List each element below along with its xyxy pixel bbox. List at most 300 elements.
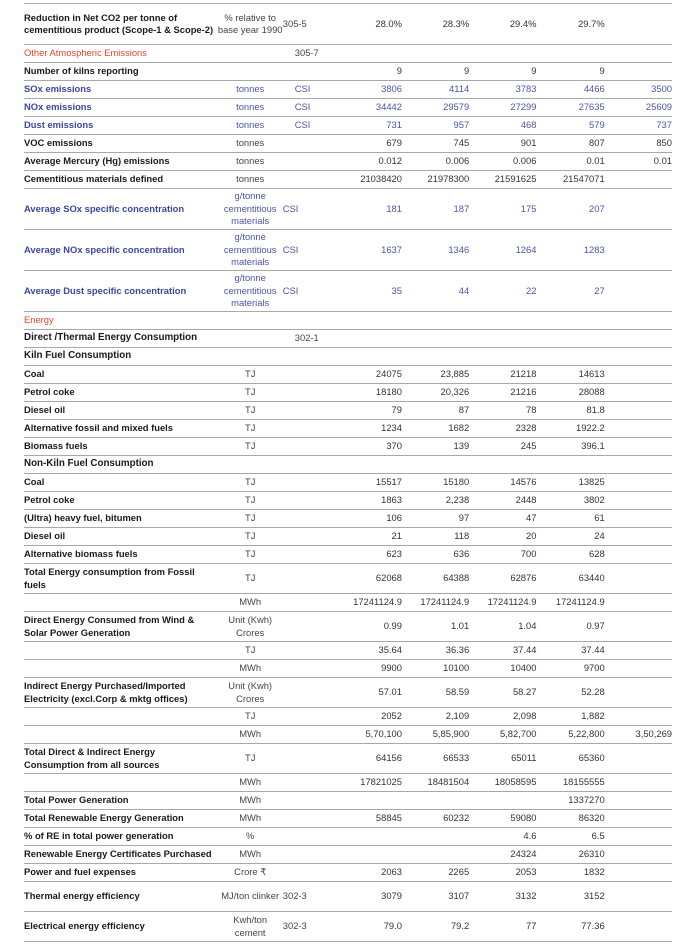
- value-cell-1: 57.01: [326, 678, 402, 708]
- value-cell-4: [536, 456, 604, 474]
- row-gri-ref: CSI: [283, 271, 326, 312]
- value-cell-3: 245: [469, 438, 536, 456]
- value-cell-1: 15517: [326, 474, 402, 492]
- row-gri-ref: [283, 492, 326, 510]
- value-cell-4: 207: [536, 189, 604, 230]
- row-unit: MWh: [218, 660, 283, 678]
- value-cell-1: 9900: [326, 660, 402, 678]
- value-cell-2: [402, 330, 469, 348]
- value-cell-5: [605, 402, 672, 420]
- value-cell-1: [326, 792, 402, 810]
- row-unit: Unit (Kwh) Crores: [218, 678, 283, 708]
- row-gri-ref: [283, 678, 326, 708]
- value-cell-3: [469, 792, 536, 810]
- section-header-row: [24, 312, 672, 330]
- table-row: [24, 810, 672, 828]
- row-gri-ref: [283, 846, 326, 864]
- value-cell-2: 139: [402, 438, 469, 456]
- value-cell-2: 0.006: [402, 153, 469, 171]
- value-cell-5: [605, 271, 672, 312]
- value-cell-2: 9: [402, 63, 469, 81]
- row-unit: Unit (Kwh) Crores: [218, 612, 283, 642]
- row-gri-ref: [283, 774, 326, 792]
- value-cell-1: [326, 456, 402, 474]
- value-cell-2: 36.36: [402, 642, 469, 660]
- value-cell-3: 468: [469, 117, 536, 135]
- value-cell-2: 118: [402, 528, 469, 546]
- value-cell-4: 21547071: [536, 171, 604, 189]
- value-cell-2: 1.01: [402, 612, 469, 642]
- table-row: [24, 189, 672, 230]
- value-cell-3: 17241124.9: [469, 594, 536, 612]
- value-cell-5: [605, 4, 672, 45]
- value-cell-1: [326, 45, 402, 63]
- row-label: Total Energy consumption from Fossil fuels: [24, 564, 218, 594]
- row-gri-ref: [283, 612, 326, 642]
- row-label: Total Power Generation: [24, 792, 218, 810]
- value-cell-3: [469, 456, 536, 474]
- row-label: Energy: [24, 312, 218, 330]
- value-cell-1: 2063: [326, 864, 402, 882]
- value-cell-3: 21216: [469, 384, 536, 402]
- value-cell-3: 3132: [469, 882, 536, 912]
- value-cell-3: 18058595: [469, 774, 536, 792]
- value-cell-5: [605, 828, 672, 846]
- value-cell-4: 52.28: [536, 678, 604, 708]
- row-unit: TJ: [218, 564, 283, 594]
- value-cell-1: [326, 846, 402, 864]
- row-unit: TJ: [218, 510, 283, 528]
- row-label: Electrical energy efficiency: [24, 912, 218, 942]
- value-cell-1: 623: [326, 546, 402, 564]
- value-cell-2: [402, 792, 469, 810]
- value-cell-1: 17821025: [326, 774, 402, 792]
- row-unit: tonnes: [218, 171, 283, 189]
- row-label: Renewable Energy Certificates Purchased: [24, 846, 218, 864]
- row-gri-ref: [283, 153, 326, 171]
- value-cell-5: [605, 678, 672, 708]
- table-row: [24, 366, 672, 384]
- emissions-energy-table: [24, 3, 672, 942]
- value-cell-3: 27299: [469, 99, 536, 117]
- value-cell-3: 5,82,700: [469, 726, 536, 744]
- value-cell-2: 28.3%: [402, 4, 469, 45]
- value-cell-5: 0.01: [605, 153, 672, 171]
- value-cell-3: 4.6: [469, 828, 536, 846]
- row-label: (Ultra) heavy fuel, bitumen: [24, 510, 218, 528]
- table-row: [24, 642, 672, 660]
- value-cell-4: 396.1: [536, 438, 604, 456]
- value-cell-3: 700: [469, 546, 536, 564]
- row-label: SOx emissions: [24, 81, 218, 99]
- row-label: Petrol coke: [24, 384, 218, 402]
- row-unit: [218, 45, 283, 63]
- table-row: [24, 420, 672, 438]
- value-cell-2: 636: [402, 546, 469, 564]
- value-cell-5: [605, 708, 672, 726]
- row-label: [24, 594, 218, 612]
- value-cell-4: 579: [536, 117, 604, 135]
- value-cell-1: 106: [326, 510, 402, 528]
- table-row: [24, 474, 672, 492]
- value-cell-2: 97: [402, 510, 469, 528]
- value-cell-1: 28.0%: [326, 4, 402, 45]
- value-cell-3: 10400: [469, 660, 536, 678]
- value-cell-2: 3107: [402, 882, 469, 912]
- value-cell-4: [536, 330, 604, 348]
- value-cell-4: 628: [536, 546, 604, 564]
- value-cell-2: 17241124.9: [402, 594, 469, 612]
- row-unit: Crore ₹: [218, 864, 283, 882]
- row-label: Non-Kiln Fuel Consumption: [24, 456, 218, 474]
- value-cell-3: 3783: [469, 81, 536, 99]
- value-cell-4: 18155555: [536, 774, 604, 792]
- value-cell-4: 14613: [536, 366, 604, 384]
- value-cell-4: 1,882: [536, 708, 604, 726]
- value-cell-5: [605, 546, 672, 564]
- value-cell-2: 2265: [402, 864, 469, 882]
- value-cell-5: [605, 45, 672, 63]
- value-cell-2: 187: [402, 189, 469, 230]
- table-row: [24, 882, 672, 912]
- value-cell-4: 27635: [536, 99, 604, 117]
- table-row: [24, 564, 672, 594]
- row-unit: MWh: [218, 810, 283, 828]
- value-cell-5: [605, 330, 672, 348]
- value-cell-3: 77: [469, 912, 536, 942]
- value-cell-4: 1337270: [536, 792, 604, 810]
- value-cell-3: 2328: [469, 420, 536, 438]
- row-unit: TJ: [218, 384, 283, 402]
- table-row: [24, 81, 672, 99]
- value-cell-4: 3152: [536, 882, 604, 912]
- table-row: [24, 528, 672, 546]
- row-unit: MWh: [218, 846, 283, 864]
- value-cell-3: 65011: [469, 744, 536, 774]
- value-cell-4: 27: [536, 271, 604, 312]
- row-gri-ref: [283, 864, 326, 882]
- row-gri-ref: [283, 348, 326, 366]
- value-cell-1: 35.64: [326, 642, 402, 660]
- table-row: [24, 510, 672, 528]
- row-gri-ref: [283, 366, 326, 384]
- row-gri-ref: [283, 312, 326, 330]
- row-gri-ref: [283, 510, 326, 528]
- row-unit: [218, 63, 283, 81]
- value-cell-2: [402, 456, 469, 474]
- value-cell-1: 79: [326, 402, 402, 420]
- row-gri-ref: 305-5: [283, 4, 326, 45]
- row-gri-ref: [283, 546, 326, 564]
- table-row: [24, 726, 672, 744]
- value-cell-2: 23,885: [402, 366, 469, 384]
- value-cell-3: 37.44: [469, 642, 536, 660]
- row-gri-ref: CSI: [283, 230, 326, 271]
- row-label: Alternative biomass fuels: [24, 546, 218, 564]
- table-row: [24, 492, 672, 510]
- value-cell-2: 66533: [402, 744, 469, 774]
- value-cell-5: [605, 660, 672, 678]
- value-cell-2: 10100: [402, 660, 469, 678]
- value-cell-4: 0.01: [536, 153, 604, 171]
- value-cell-1: 370: [326, 438, 402, 456]
- row-label: Average NOx specific concentration: [24, 230, 218, 271]
- value-cell-2: 58.59: [402, 678, 469, 708]
- row-unit: tonnes: [218, 117, 283, 135]
- value-cell-4: 9: [536, 63, 604, 81]
- row-label: Total Renewable Energy Generation: [24, 810, 218, 828]
- table-row: [24, 744, 672, 774]
- row-label: Dust emissions: [24, 117, 218, 135]
- row-label: Number of kilns reporting: [24, 63, 218, 81]
- value-cell-3: 2448: [469, 492, 536, 510]
- value-cell-4: 26310: [536, 846, 604, 864]
- row-unit: TJ: [218, 744, 283, 774]
- value-cell-5: [605, 384, 672, 402]
- row-gri-ref: [283, 594, 326, 612]
- subheading-row: [24, 330, 672, 348]
- row-unit: MWh: [218, 594, 283, 612]
- row-gri-ref: 302-1: [283, 330, 326, 348]
- table-row: [24, 117, 672, 135]
- value-cell-3: 22: [469, 271, 536, 312]
- row-gri-ref: [283, 456, 326, 474]
- value-cell-4: 5,22,800: [536, 726, 604, 744]
- value-cell-4: [536, 312, 604, 330]
- value-cell-2: 2,238: [402, 492, 469, 510]
- row-unit: TJ: [218, 642, 283, 660]
- value-cell-4: 1922.2: [536, 420, 604, 438]
- value-cell-5: [605, 792, 672, 810]
- value-cell-1: 58845: [326, 810, 402, 828]
- value-cell-1: 2052: [326, 708, 402, 726]
- row-unit: TJ: [218, 708, 283, 726]
- row-unit: TJ: [218, 438, 283, 456]
- row-gri-ref: [283, 171, 326, 189]
- row-gri-ref: [283, 744, 326, 774]
- value-cell-5: 737: [605, 117, 672, 135]
- value-cell-4: 9700: [536, 660, 604, 678]
- value-cell-4: 6.5: [536, 828, 604, 846]
- value-cell-3: 62876: [469, 564, 536, 594]
- value-cell-2: 79.2: [402, 912, 469, 942]
- value-cell-5: [605, 420, 672, 438]
- value-cell-1: 731: [326, 117, 402, 135]
- row-gri-ref: [283, 792, 326, 810]
- row-unit: TJ: [218, 402, 283, 420]
- value-cell-1: 1637: [326, 230, 402, 271]
- table-row: [24, 774, 672, 792]
- value-cell-3: 2,098: [469, 708, 536, 726]
- value-cell-2: 15180: [402, 474, 469, 492]
- table-row: [24, 230, 672, 271]
- row-unit: TJ: [218, 420, 283, 438]
- table-row: [24, 135, 672, 153]
- table-row: [24, 912, 672, 942]
- subheading-row: [24, 456, 672, 474]
- value-cell-3: [469, 330, 536, 348]
- value-cell-5: [605, 171, 672, 189]
- value-cell-3: 24324: [469, 846, 536, 864]
- value-cell-3: 47: [469, 510, 536, 528]
- row-unit: % relative to base year 1990: [218, 4, 283, 45]
- value-cell-5: [605, 774, 672, 792]
- value-cell-3: 14576: [469, 474, 536, 492]
- value-cell-5: 25609: [605, 99, 672, 117]
- value-cell-5: [605, 810, 672, 828]
- row-label: [24, 660, 218, 678]
- table-row: [24, 708, 672, 726]
- table-row: [24, 546, 672, 564]
- row-label: Total Direct & Indirect Energy Consumption from all sources: [24, 744, 218, 774]
- table-row: [24, 402, 672, 420]
- value-cell-1: 181: [326, 189, 402, 230]
- value-cell-2: [402, 846, 469, 864]
- row-label: Power and fuel expenses: [24, 864, 218, 882]
- row-label: Cementitious materials defined: [24, 171, 218, 189]
- value-cell-5: 3500: [605, 81, 672, 99]
- value-cell-4: 37.44: [536, 642, 604, 660]
- value-cell-1: 24075: [326, 366, 402, 384]
- value-cell-5: [605, 510, 672, 528]
- value-cell-4: 65360: [536, 744, 604, 774]
- value-cell-3: 9: [469, 63, 536, 81]
- value-cell-4: 24: [536, 528, 604, 546]
- row-label: Biomass fuels: [24, 438, 218, 456]
- value-cell-3: 58.27: [469, 678, 536, 708]
- value-cell-5: [605, 642, 672, 660]
- row-label: Diesel oil: [24, 402, 218, 420]
- row-gri-ref: [283, 438, 326, 456]
- value-cell-4: 61: [536, 510, 604, 528]
- row-unit: [218, 312, 283, 330]
- table-row: [24, 678, 672, 708]
- value-cell-3: [469, 45, 536, 63]
- row-gri-ref: [283, 726, 326, 744]
- value-cell-3: 59080: [469, 810, 536, 828]
- value-cell-2: 1682: [402, 420, 469, 438]
- value-cell-2: 29579: [402, 99, 469, 117]
- value-cell-1: 21038420: [326, 171, 402, 189]
- row-unit: g/tonne cementitious materials: [218, 271, 283, 312]
- row-label: Indirect Energy Purchased/Imported Electricity (excl.Corp & mktg offices): [24, 678, 218, 708]
- row-label: Other Atmospheric Emissions: [24, 45, 218, 63]
- value-cell-5: [605, 612, 672, 642]
- row-label: Average Mercury (Hg) emissions: [24, 153, 218, 171]
- value-cell-3: 1.04: [469, 612, 536, 642]
- value-cell-1: 5,70,100: [326, 726, 402, 744]
- value-cell-5: [605, 912, 672, 942]
- table-row: [24, 612, 672, 642]
- value-cell-5: [605, 564, 672, 594]
- value-cell-1: 17241124.9: [326, 594, 402, 612]
- value-cell-3: 175: [469, 189, 536, 230]
- value-cell-5: [605, 846, 672, 864]
- value-cell-5: [605, 230, 672, 271]
- row-label: VOC emissions: [24, 135, 218, 153]
- value-cell-4: 17241124.9: [536, 594, 604, 612]
- value-cell-3: 29.4%: [469, 4, 536, 45]
- value-cell-2: 64388: [402, 564, 469, 594]
- value-cell-4: 13825: [536, 474, 604, 492]
- value-cell-3: 21218: [469, 366, 536, 384]
- row-unit: MWh: [218, 774, 283, 792]
- section-header-row: [24, 45, 672, 63]
- row-gri-ref: [283, 63, 326, 81]
- value-cell-5: [605, 882, 672, 912]
- row-gri-ref: [283, 810, 326, 828]
- row-label: [24, 642, 218, 660]
- row-label: NOx emissions: [24, 99, 218, 117]
- table-row: [24, 660, 672, 678]
- table-row: [24, 384, 672, 402]
- value-cell-2: 20,326: [402, 384, 469, 402]
- row-unit: tonnes: [218, 99, 283, 117]
- value-cell-5: [605, 528, 672, 546]
- row-unit: [218, 456, 283, 474]
- value-cell-2: 745: [402, 135, 469, 153]
- table-row: [24, 99, 672, 117]
- value-cell-1: [326, 348, 402, 366]
- row-label: Reduction in Net CO2 per tonne of cementitious product (Scope-1 & Scope-2): [24, 4, 218, 45]
- row-label: Petrol coke: [24, 492, 218, 510]
- value-cell-5: [605, 366, 672, 384]
- row-unit: TJ: [218, 492, 283, 510]
- row-label: Alternative fossil and mixed fuels: [24, 420, 218, 438]
- row-gri-ref: CSI: [283, 189, 326, 230]
- value-cell-1: 0.99: [326, 612, 402, 642]
- value-cell-3: 2053: [469, 864, 536, 882]
- value-cell-2: 4114: [402, 81, 469, 99]
- value-cell-1: 1234: [326, 420, 402, 438]
- row-gri-ref: [283, 564, 326, 594]
- value-cell-1: [326, 312, 402, 330]
- value-cell-2: 2,109: [402, 708, 469, 726]
- row-gri-ref: CSI: [283, 81, 326, 99]
- value-cell-3: [469, 312, 536, 330]
- row-gri-ref: [283, 384, 326, 402]
- value-cell-4: 807: [536, 135, 604, 153]
- table-row: [24, 864, 672, 882]
- value-cell-5: 850: [605, 135, 672, 153]
- value-cell-1: 21: [326, 528, 402, 546]
- value-cell-2: 21978300: [402, 171, 469, 189]
- value-cell-3: 0.006: [469, 153, 536, 171]
- table-row: [24, 171, 672, 189]
- value-cell-1: 3806: [326, 81, 402, 99]
- value-cell-5: [605, 312, 672, 330]
- value-cell-2: 44: [402, 271, 469, 312]
- row-unit: tonnes: [218, 81, 283, 99]
- table-row: [24, 63, 672, 81]
- row-unit: Kwh/ton cement: [218, 912, 283, 942]
- value-cell-2: [402, 45, 469, 63]
- value-cell-4: 1283: [536, 230, 604, 271]
- value-cell-1: 1863: [326, 492, 402, 510]
- row-gri-ref: [283, 420, 326, 438]
- value-cell-4: [536, 348, 604, 366]
- value-cell-5: [605, 63, 672, 81]
- row-label: [24, 774, 218, 792]
- value-cell-5: [605, 438, 672, 456]
- value-cell-4: 28088: [536, 384, 604, 402]
- subheading-row: [24, 348, 672, 366]
- value-cell-5: [605, 348, 672, 366]
- row-unit: g/tonne cementitious materials: [218, 230, 283, 271]
- row-label: [24, 726, 218, 744]
- row-gri-ref: 302-3: [283, 912, 326, 942]
- row-gri-ref: [283, 528, 326, 546]
